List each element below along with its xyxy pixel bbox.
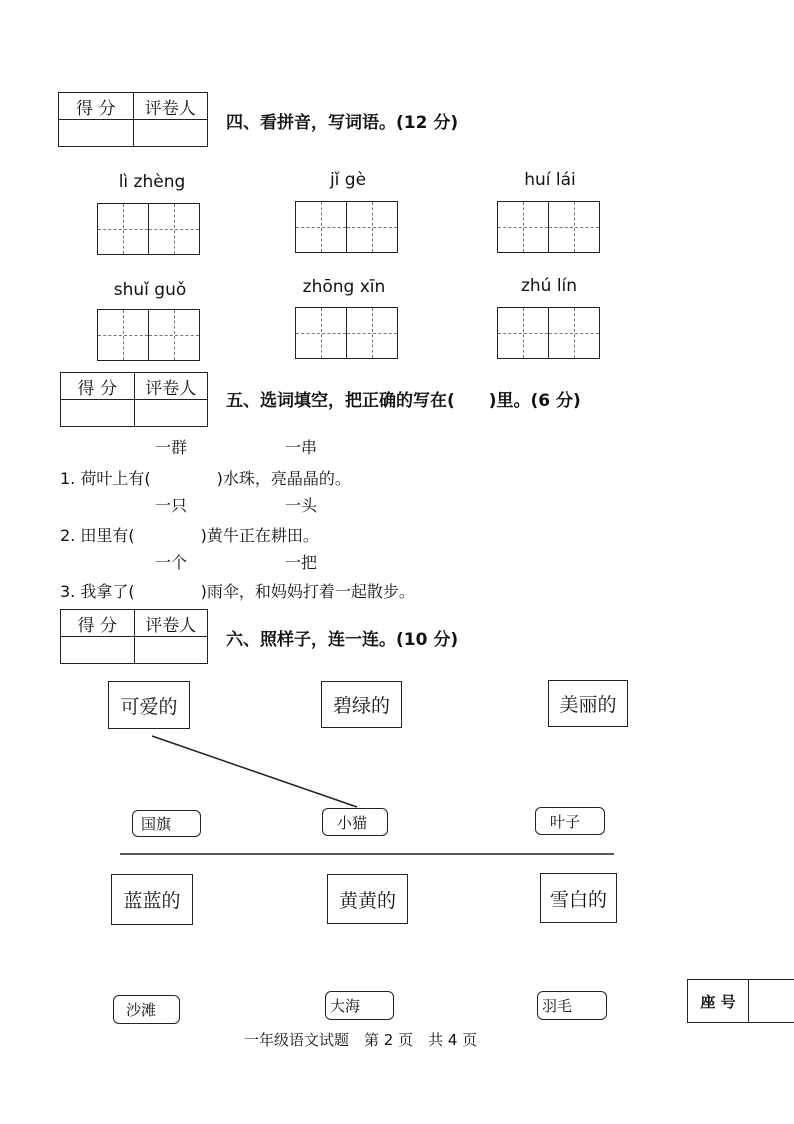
pinyin-3: huí lái bbox=[524, 170, 576, 190]
pinyin-2: jǐ gè bbox=[329, 170, 367, 190]
score-header-score: 得 分 bbox=[61, 373, 135, 400]
q1-before: 1. 荷叶上有( bbox=[60, 469, 151, 488]
seat-number-field[interactable] bbox=[749, 980, 794, 1023]
noun-box-6[interactable]: 羽毛 bbox=[537, 991, 607, 1020]
noun-box-3[interactable]: 叶子 bbox=[535, 807, 605, 835]
pinyin-6: zhú lín bbox=[520, 276, 578, 296]
q2-option-a: 一只 bbox=[155, 496, 188, 515]
adjective-box-3[interactable]: 美丽的 bbox=[548, 680, 628, 727]
q3-option-b: 一把 bbox=[285, 553, 318, 572]
adjective-box-4[interactable]: 蓝蓝的 bbox=[111, 874, 193, 925]
q3-option-a: 一个 bbox=[155, 553, 188, 572]
adjective-box-6[interactable]: 雪白的 bbox=[540, 873, 617, 923]
noun-box-5[interactable]: 大海 bbox=[325, 991, 394, 1020]
q2-after: )黄牛正在耕田。 bbox=[200, 526, 319, 545]
noun-box-1[interactable]: 国旗 bbox=[132, 810, 201, 837]
q3-after: )雨伞，和妈妈打着一起散步。 bbox=[200, 582, 415, 601]
seat-number-box bbox=[687, 979, 794, 1023]
score-header-score: 得 分 bbox=[59, 93, 134, 120]
pinyin-5: zhōng xīn bbox=[302, 277, 386, 297]
section6-title: 六、照样子，连一连。(10 分) bbox=[226, 630, 459, 650]
q2-option-b: 一头 bbox=[285, 496, 318, 515]
adjective-box-1[interactable]: 可爱的 bbox=[108, 681, 190, 729]
section4-title: 四、看拼音，写词语。(12 分) bbox=[226, 113, 459, 133]
noun-box-2[interactable]: 小猫 bbox=[322, 808, 388, 836]
adjective-box-5[interactable]: 黄黄的 bbox=[327, 874, 408, 924]
q3-before: 3. 我拿了( bbox=[60, 582, 135, 601]
score-header-grader: 评卷人 bbox=[133, 93, 208, 120]
q2-before: 2. 田里有( bbox=[60, 526, 135, 545]
pinyin-1: lì zhèng bbox=[118, 172, 186, 192]
page-footer: 一年级语文试题 第 2 页 共 4 页 bbox=[244, 1031, 478, 1049]
section5-title: 五、选词填空，把正确的写在( )里。(6 分) bbox=[226, 391, 581, 411]
seat-label: 座 号 bbox=[688, 980, 749, 1023]
q1-after: )水珠，亮晶晶的。 bbox=[216, 469, 351, 488]
noun-box-4[interactable]: 沙滩 bbox=[113, 995, 180, 1024]
q1-option-b: 一串 bbox=[285, 438, 318, 457]
score-header-grader: 评卷人 bbox=[134, 373, 208, 400]
score-header-grader: 评卷人 bbox=[134, 610, 208, 637]
q1-option-a: 一群 bbox=[155, 438, 188, 457]
adjective-box-2[interactable]: 碧绿的 bbox=[321, 681, 402, 728]
pinyin-4: shuǐ guǒ bbox=[113, 280, 187, 300]
score-header-score: 得 分 bbox=[61, 610, 135, 637]
